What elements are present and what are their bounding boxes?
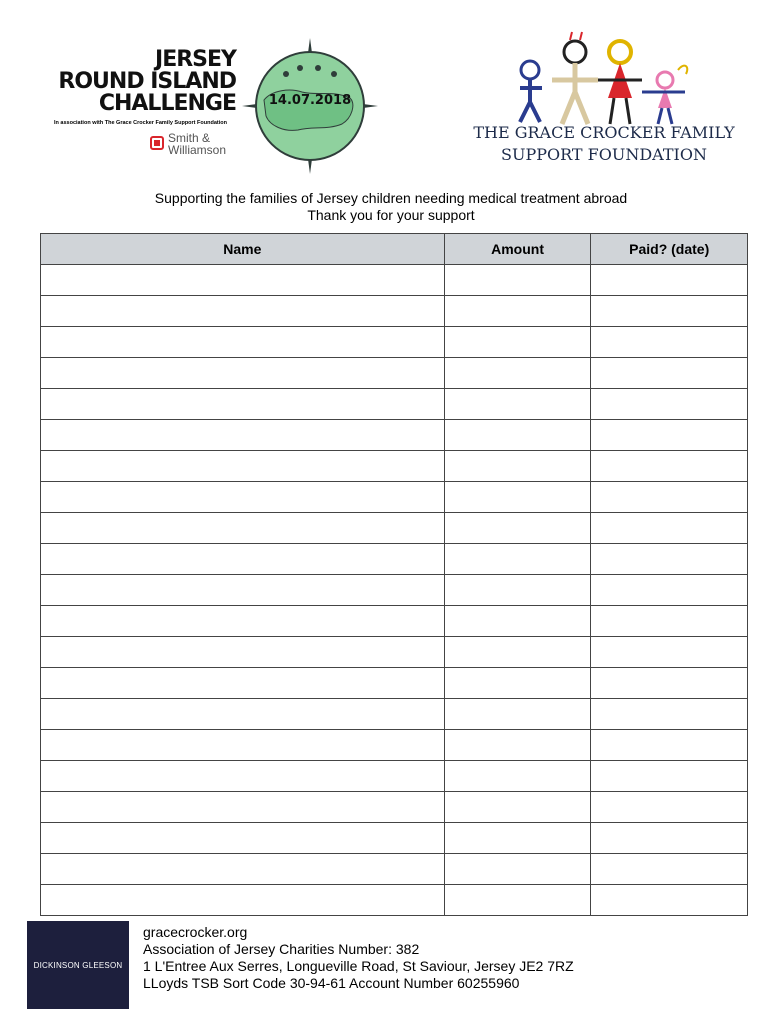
name-cell[interactable] [41,637,445,668]
subtitle [0,190,770,224]
table-row [41,513,748,544]
sponsor-name-line1: Smith & [168,131,211,145]
event-date: 14.07.2018 [268,93,352,108]
name-cell[interactable] [41,451,445,482]
paid-cell[interactable] [591,327,748,358]
amount-cell[interactable] [444,482,591,513]
sponsorship-table [40,233,748,916]
table-row [41,730,748,761]
name-cell[interactable] [41,885,445,916]
paid-cell[interactable] [591,792,748,823]
name-cell[interactable] [41,265,445,296]
amount-cell[interactable] [444,575,591,606]
name-cell[interactable] [41,668,445,699]
name-cell[interactable] [41,544,445,575]
name-cell[interactable] [41,358,445,389]
dickinson-gleeson-badge: DICKINSON GLEESON [27,921,129,1009]
amount-cell[interactable] [444,265,591,296]
amount-cell[interactable] [444,544,591,575]
table-row [41,699,748,730]
bank-details: LLoyds TSB Sort Code 30-94-61 Account Number 60255960 [143,975,520,991]
logo-title-line2: ROUND ISLAND [58,69,236,94]
table-row [41,265,748,296]
paid-cell[interactable] [591,637,748,668]
sponsor-name-line2: Williamson [168,143,227,157]
name-cell[interactable] [41,699,445,730]
logo-title-line3: CHALLENGE [98,91,236,116]
paid-cell[interactable] [591,513,748,544]
paid-cell[interactable] [591,358,748,389]
amount-cell[interactable] [444,885,591,916]
table-row [41,885,748,916]
amount-cell[interactable] [444,792,591,823]
table-row [41,482,748,513]
amount-cell[interactable] [444,668,591,699]
name-cell[interactable] [41,296,445,327]
column-header-name: Name [41,234,445,265]
table-row [41,606,748,637]
website-link[interactable]: gracecrocker.org [143,924,248,940]
table-row [41,792,748,823]
amount-cell[interactable] [444,389,591,420]
logo-title-line1: JERSEY [155,47,236,72]
name-cell[interactable] [41,761,445,792]
paid-cell[interactable] [591,606,748,637]
amount-cell[interactable] [444,823,591,854]
paid-cell[interactable] [591,389,748,420]
column-header-amount: Amount [444,234,591,265]
subtitle-line2: Thank you for your support [307,207,475,223]
compass-island-icon [242,38,378,174]
paid-cell[interactable] [591,761,748,792]
amount-cell[interactable] [444,327,591,358]
name-cell[interactable] [41,606,445,637]
amount-cell[interactable] [444,420,591,451]
family-figures-icon [490,30,720,130]
address: 1 L'Entree Aux Serres, Longueville Road, St Saviour, Jersey JE2 7RZ [143,958,574,974]
jersey-round-island-challenge-logo [52,44,242,164]
name-cell[interactable] [41,513,445,544]
table-row [41,327,748,358]
footer-contact [143,924,574,992]
amount-cell[interactable] [444,296,591,327]
name-cell[interactable] [41,327,445,358]
table-row [41,823,748,854]
amount-cell[interactable] [444,854,591,885]
table-row [41,358,748,389]
paid-cell[interactable] [591,265,748,296]
paid-cell[interactable] [591,482,748,513]
paid-cell[interactable] [591,296,748,327]
paid-cell[interactable] [591,575,748,606]
foundation-name [448,122,760,166]
name-cell[interactable] [41,823,445,854]
logo-association-text: In association with The Grace Crocker Family Support Foundation [54,120,227,126]
paid-cell[interactable] [591,699,748,730]
paid-cell[interactable] [591,854,748,885]
amount-cell[interactable] [444,637,591,668]
table-row [41,761,748,792]
paid-cell[interactable] [591,823,748,854]
name-cell[interactable] [41,730,445,761]
name-cell[interactable] [41,482,445,513]
amount-cell[interactable] [444,451,591,482]
paid-cell[interactable] [591,668,748,699]
sponsor-name [168,132,226,156]
charity-number: Association of Jersey Charities Number: 382 [143,941,420,957]
table-body [41,265,748,916]
paid-cell[interactable] [591,885,748,916]
table-row [41,854,748,885]
paid-cell[interactable] [591,451,748,482]
name-cell[interactable] [41,575,445,606]
name-cell[interactable] [41,792,445,823]
amount-cell[interactable] [444,730,591,761]
paid-cell[interactable] [591,420,748,451]
foundation-name-line2: SUPPORT FOUNDATION [501,145,707,164]
table-row [41,544,748,575]
table-row [41,451,748,482]
paid-cell[interactable] [591,730,748,761]
amount-cell[interactable] [444,358,591,389]
name-cell[interactable] [41,389,445,420]
name-cell[interactable] [41,420,445,451]
table-header-row [41,234,748,265]
amount-cell[interactable] [444,513,591,544]
table-row [41,637,748,668]
foundation-name-line1: THE GRACE CROCKER FAMILY [473,123,735,142]
subtitle-line1: Supporting the families of Jersey children needing medical treatment abroad [154,190,628,206]
amount-cell[interactable] [444,606,591,637]
name-cell[interactable] [41,854,445,885]
table-row [41,420,748,451]
amount-cell[interactable] [444,699,591,730]
table-row [41,296,748,327]
table-row [41,668,748,699]
paid-cell[interactable] [591,544,748,575]
table-row [41,389,748,420]
column-header-paid: Paid? (date) [591,234,748,265]
smith-williamson-icon [150,136,164,150]
table-row [41,575,748,606]
amount-cell[interactable] [444,761,591,792]
